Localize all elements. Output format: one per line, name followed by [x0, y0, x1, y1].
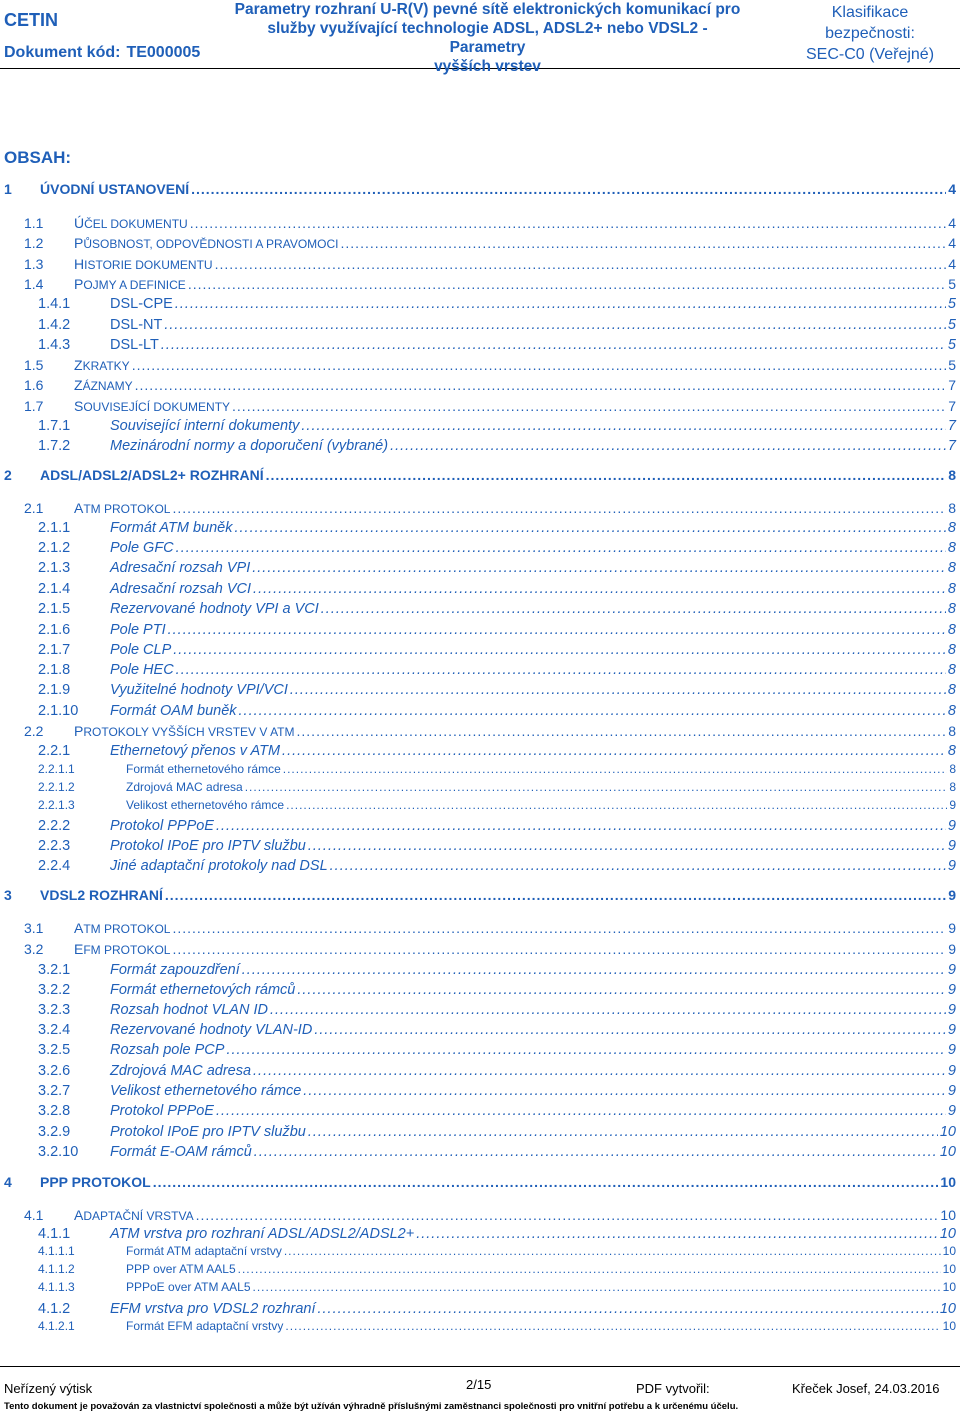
- toc-entry-4[interactable]: [4, 1174, 956, 1190]
- toc-entry-title: Adresační rozsah VPI: [110, 560, 251, 576]
- toc-leader-dots: [318, 1301, 938, 1317]
- toc-entry-title: Pole GFC: [110, 540, 174, 556]
- toc-entry-title: Rozsah hodnot VLAN ID: [110, 1002, 268, 1018]
- toc-entry-title: PPP over ATM AAL5: [126, 1262, 236, 1276]
- toc-entry-title: Velikost ethernetového rámce: [126, 798, 285, 812]
- toc-entry-title: Formát OAM buněk: [110, 703, 237, 719]
- toc-entry-number: 1.4: [24, 276, 44, 292]
- toc-leader-dots: [172, 920, 946, 936]
- toc-entry-1-4-3[interactable]: [38, 337, 956, 353]
- toc-entry-number: 1.6: [24, 377, 44, 393]
- toc-entry-3-2-7[interactable]: [38, 1083, 956, 1099]
- classification-line: SEC-C0 (Veřejné): [805, 46, 935, 63]
- toc-leader-dots: [175, 296, 946, 312]
- toc-leader-dots: [321, 601, 946, 617]
- toc-entry-page: 4: [948, 181, 956, 197]
- toc-entry-3-2-10[interactable]: [38, 1144, 956, 1160]
- toc-entry-page: 8: [949, 762, 956, 776]
- toc-entry-title: Formát ethernetových rámců: [110, 982, 296, 998]
- toc-leader-dots: [190, 215, 947, 231]
- toc-entry-page: 9: [948, 887, 956, 903]
- document-code-label: Dokument kód:: [4, 44, 121, 61]
- toc-entry-number: 3.2.2: [38, 982, 71, 998]
- toc-entry-number: 3.1: [24, 920, 44, 936]
- toc-entry-page: 10: [940, 1207, 956, 1223]
- toc-entry-title: Pole PTI: [110, 622, 166, 638]
- toc-entry-page: 10: [939, 1301, 956, 1317]
- toc-entry-title: Formát zapouzdření: [110, 962, 240, 978]
- toc-entry-title: Formát E-OAM rámců: [110, 1144, 252, 1160]
- toc-entry-number: 2.2.2: [38, 818, 71, 834]
- toc-entry-2-1[interactable]: [24, 500, 956, 516]
- toc-entry-page: 5: [948, 357, 956, 373]
- toc-entry-page: 8: [949, 780, 956, 794]
- toc-entry-page: 9: [947, 1022, 956, 1038]
- toc-entry-number: 3.2: [24, 941, 44, 957]
- toc-entry-title: Využitelné hodnoty VPI/VCI: [110, 682, 288, 698]
- toc-entry-page: 9: [948, 941, 956, 957]
- toc-leader-dots: [286, 798, 947, 812]
- toc-entry-1-7-2[interactable]: [38, 438, 956, 454]
- toc-leader-dots: [168, 622, 946, 638]
- toc-entry-4-1-2-1[interactable]: [38, 1319, 956, 1333]
- toc-entry-page: 10: [942, 1244, 956, 1258]
- toc-entry-number: 2.1.5: [38, 601, 71, 617]
- toc-entry-title: ÚVODNÍ USTANOVENÍ: [40, 181, 190, 197]
- toc-leader-dots: [301, 418, 946, 434]
- toc-entry-4-1-1-1[interactable]: [38, 1244, 956, 1258]
- toc-entry-number: 1.7.1: [38, 418, 71, 434]
- toc-entry-3-2-1[interactable]: [38, 962, 956, 978]
- toc-entry-number: 1.4.2: [38, 317, 71, 333]
- toc-entry-title: PROTOKOLY VYŠŠÍCH VRSTEV V ATM: [74, 723, 295, 739]
- author-and-date: Křeček Josef, 24.03.2016: [792, 1381, 940, 1396]
- toc-entry-1-3[interactable]: [24, 256, 956, 272]
- toc-entry-number: 4.1.1.3: [38, 1280, 75, 1294]
- toc-entry-title: Pole CLP: [110, 642, 172, 658]
- toc-entry-number: 1.7: [24, 398, 44, 414]
- toc-entry-number: 4.1.1: [38, 1226, 71, 1242]
- toc-entry-page: 9: [947, 818, 956, 834]
- toc-entry-page: 10: [939, 1226, 956, 1242]
- toc-entry-number: 3: [4, 887, 12, 903]
- toc-leader-dots: [239, 703, 946, 719]
- toc-leader-dots: [176, 540, 946, 556]
- toc-entry-number: 3.2.7: [38, 1083, 71, 1099]
- document-title: [230, 0, 745, 76]
- toc-entry-number: 2.2.1.3: [38, 798, 75, 812]
- toc-entry-page: 5: [947, 296, 956, 312]
- toc-entry-number: 4.1: [24, 1207, 44, 1223]
- toc-entry-2-2-1-3[interactable]: [38, 798, 956, 812]
- page-footer: [0, 1366, 960, 1415]
- toc-entry-page: 8: [947, 622, 956, 638]
- toc-leader-dots: [284, 1244, 941, 1258]
- toc-entry-4-1-2[interactable]: [38, 1301, 956, 1317]
- toc-entry-page: 5: [947, 317, 956, 333]
- toc-entry-3-1[interactable]: [24, 920, 956, 936]
- toc-entry-page: 9: [947, 962, 956, 978]
- toc-entry-title: Rezervované hodnoty VLAN-ID: [110, 1022, 313, 1038]
- toc-entry-page: 10: [942, 1280, 956, 1294]
- toc-entry-2-1-6[interactable]: [38, 622, 956, 638]
- toc-entry-1-5[interactable]: [24, 357, 956, 373]
- toc-entry-page: 8: [947, 520, 956, 536]
- toc-entry-number: 2.2.1: [38, 743, 71, 759]
- toc-entry-title: ADAPTAČNÍ VRSTVA: [74, 1207, 194, 1223]
- toc-entry-page: 9: [947, 858, 956, 874]
- toc-leader-dots: [416, 1226, 938, 1242]
- toc-leader-dots: [390, 438, 946, 454]
- toc-leader-dots: [188, 276, 946, 292]
- toc-entry-number: 3.2.6: [38, 1063, 71, 1079]
- toc-entry-page: 8: [947, 601, 956, 617]
- toc-entry-number: 3.2.9: [38, 1124, 71, 1140]
- page-header: [0, 0, 960, 75]
- toc-entry-title: PPPoE over ATM AAL5: [126, 1280, 251, 1294]
- toc-entry-2-2[interactable]: [24, 723, 956, 739]
- toc-leader-dots: [245, 780, 948, 794]
- toc-entry-page: 10: [940, 1174, 956, 1190]
- toc-entry-4-1-1-2[interactable]: [38, 1262, 956, 1276]
- ownership-notice: Tento dokument je považován za vlastnictví společnosti a může být užíván výhradně příslušnými zaměstnanci společnosti pro vnitřní potřebu a k určenému účelu.: [4, 1401, 739, 1412]
- toc-entry-3-2-4[interactable]: [38, 1022, 956, 1038]
- toc-entry-2-1-1[interactable]: [38, 520, 956, 536]
- toc-entry-page: 9: [947, 838, 956, 854]
- toc-entry-title: PŮSOBNOST, ODPOVĚDNOSTI A PRAVOMOCI: [74, 235, 339, 251]
- toc-entry-number: 2.1: [24, 500, 44, 516]
- toc-leader-dots: [252, 560, 946, 576]
- toc-entry-2-2-1-2[interactable]: [38, 780, 956, 794]
- toc-leader-dots: [242, 962, 946, 978]
- toc-entry-title: ATM vrstva pro rozhraní ADSL/ADSL2/ADSL2+: [110, 1226, 415, 1242]
- toc-leader-dots: [232, 398, 946, 414]
- toc-entry-number: 2.1.8: [38, 662, 71, 678]
- toc-entry-number: 1.4.3: [38, 337, 71, 353]
- toc-entry-2-2-4[interactable]: [38, 858, 956, 874]
- toc-leader-dots: [330, 858, 946, 874]
- toc-entry-title: Jiné adaptační protokoly nad DSL: [110, 858, 328, 874]
- toc-leader-dots: [226, 1042, 945, 1058]
- toc-leader-dots: [341, 235, 947, 251]
- toc-entry-number: 2.1.2: [38, 540, 71, 556]
- toc-entry-number: 1.5: [24, 357, 44, 373]
- toc-entry-3-2[interactable]: [24, 941, 956, 957]
- toc-entry-number: 2.2.4: [38, 858, 71, 874]
- print-status: Neřízený výtisk: [4, 1381, 93, 1396]
- toc-entry-number: 2.1.10: [38, 703, 79, 719]
- toc-entry-3-2-5[interactable]: [38, 1042, 956, 1058]
- toc-entry-title: ZKRATKY: [74, 357, 130, 373]
- classification-line: Klasifikace: [831, 4, 909, 21]
- toc-heading: OBSAH:: [4, 148, 72, 167]
- toc-entry-title: ATM PROTOKOL: [74, 920, 171, 936]
- toc-entry-3-2-8[interactable]: [38, 1103, 956, 1119]
- toc-entry-title: Protokol IPoE pro IPTV službu: [110, 1124, 306, 1140]
- toc-leader-dots: [176, 662, 946, 678]
- toc-leader-dots: [173, 642, 946, 658]
- toc-entry-number: 2.1.7: [38, 642, 71, 658]
- toc-entry-2-2-3[interactable]: [38, 838, 956, 854]
- toc-entry-title: Zdrojová MAC adresa: [110, 1063, 252, 1079]
- toc-entry-2-1-3[interactable]: [38, 560, 956, 576]
- toc-entry-1-7-1[interactable]: [38, 418, 956, 434]
- toc-entry-page: 8: [948, 500, 956, 516]
- toc-entry-2-1-5[interactable]: [38, 601, 956, 617]
- toc-leader-dots: [253, 1280, 941, 1294]
- toc-entry-1-6[interactable]: [24, 377, 956, 393]
- toc-entry-title: Zdrojová MAC adresa: [126, 780, 243, 794]
- toc-entry-title: Formát ethernetového rámce: [126, 762, 281, 776]
- toc-entry-number: 4.1.2: [38, 1301, 71, 1317]
- toc-entry-page: 10: [939, 1124, 956, 1140]
- toc-entry-title: Mezinárodní normy a doporučení (vybrané): [110, 438, 389, 454]
- security-classification: [780, 2, 960, 65]
- toc-leader-dots: [285, 1319, 940, 1333]
- toc-entry-page: 5: [947, 337, 956, 353]
- toc-entry-page: 7: [948, 377, 956, 393]
- toc-entry-title: Související interní dokumenty: [110, 418, 300, 434]
- toc-entry-page: 9: [947, 1063, 956, 1079]
- toc-entry-1[interactable]: [4, 181, 956, 197]
- toc-leader-dots: [266, 467, 947, 483]
- toc-entry-2-1-8[interactable]: [38, 662, 956, 678]
- toc-entry-title: Formát ATM buněk: [110, 520, 233, 536]
- toc-entry-number: 2.1.4: [38, 581, 71, 597]
- toc-entry-3-2-9[interactable]: [38, 1124, 956, 1140]
- toc-leader-dots: [283, 762, 948, 776]
- toc-entry-2-1-2[interactable]: [38, 540, 956, 556]
- toc-leader-dots: [216, 818, 946, 834]
- toc-entry-1-4[interactable]: [24, 276, 956, 292]
- toc-leader-dots: [216, 1103, 946, 1119]
- toc-entry-title: Ethernetový přenos v ATM: [110, 743, 281, 759]
- toc-entry-page: 7: [947, 438, 956, 454]
- toc-entry-2-2-2[interactable]: [38, 818, 956, 834]
- toc-entry-title: Adresační rozsah VCI: [110, 581, 252, 597]
- toc-entry-page: 9: [947, 1083, 956, 1099]
- toc-entry-title: POJMY A DEFINICE: [74, 276, 186, 292]
- toc-entry-4-1[interactable]: [24, 1207, 956, 1223]
- toc-entry-number: 2.2: [24, 723, 44, 739]
- toc-entry-number: 4.1.1.1: [38, 1244, 75, 1258]
- toc-leader-dots: [253, 1063, 946, 1079]
- toc-entry-page: 5: [948, 276, 956, 292]
- toc-entry-title: HISTORIE DOKUMENTU: [74, 256, 213, 272]
- toc-entry-page: 10: [942, 1262, 956, 1276]
- toc-entry-page: 9: [948, 920, 956, 936]
- toc-entry-title: Protokol IPoE pro IPTV službu: [110, 838, 306, 854]
- toc-entry-2-1-9[interactable]: [38, 682, 956, 698]
- document-title-line: Parametry rozhraní U-R(V) pevné sítě elektronických komunikací pro: [234, 1, 741, 18]
- toc-entry-title: ZÁZNAMY: [74, 377, 133, 393]
- toc-leader-dots: [215, 256, 947, 272]
- toc-entry-title: DSL-NT: [110, 317, 163, 333]
- toc-entry-page: 4: [948, 256, 956, 272]
- toc-entry-page: 9: [947, 1042, 956, 1058]
- toc-entry-title: DSL-CPE: [110, 296, 173, 312]
- toc-entry-title: Formát EFM adaptační vrstvy: [126, 1319, 284, 1333]
- toc-leader-dots: [253, 581, 946, 597]
- toc-entry-2-2-1[interactable]: [38, 743, 956, 759]
- toc-entry-1-7[interactable]: [24, 398, 956, 414]
- toc-leader-dots: [314, 1022, 946, 1038]
- toc-leader-dots: [303, 1083, 946, 1099]
- toc-entry-page: 9: [947, 1103, 956, 1119]
- toc-entry-title: EFM PROTOKOL: [74, 941, 171, 957]
- toc-entry-number: 4.1.1.2: [38, 1262, 75, 1276]
- toc-entry-number: 3.2.4: [38, 1022, 71, 1038]
- toc-leader-dots: [290, 682, 946, 698]
- toc-entry-2[interactable]: [4, 467, 956, 483]
- toc-entry-page: 4: [948, 215, 956, 231]
- toc-entry-number: 2.1.6: [38, 622, 71, 638]
- toc-entry-page: 8: [947, 662, 956, 678]
- toc-leader-dots: [164, 317, 946, 333]
- toc-entry-page: 8: [948, 467, 956, 483]
- toc-leader-dots: [165, 887, 946, 903]
- toc-entry-title: Rezervované hodnoty VPI a VCI: [110, 601, 319, 617]
- toc-leader-dots: [234, 520, 945, 536]
- toc-entry-number: 1.3: [24, 256, 44, 272]
- company-brand: CETIN: [4, 10, 58, 30]
- toc-leader-dots: [132, 357, 947, 373]
- toc-entry-title: ÚČEL DOKUMENTU: [74, 215, 188, 231]
- toc-entry-title: VDSL2 ROZHRANÍ: [40, 887, 163, 903]
- toc-leader-dots: [270, 1002, 946, 1018]
- toc-entry-1-4-1[interactable]: [38, 296, 956, 312]
- toc-entry-number: 1.7.2: [38, 438, 71, 454]
- toc-entry-number: 3.2.5: [38, 1042, 71, 1058]
- toc-entry-page: 9: [947, 982, 956, 998]
- toc-leader-dots: [282, 743, 946, 759]
- classification-line: bezpečnosti:: [825, 25, 915, 42]
- toc-entry-page: 7: [947, 418, 956, 434]
- toc-entry-title: EFM vrstva pro VDSL2 rozhraní: [110, 1301, 316, 1317]
- toc-entry-title: ATM PROTOKOL: [74, 500, 171, 516]
- toc-entry-number: 3.2.8: [38, 1103, 71, 1119]
- toc-entry-number: 2.2.1.2: [38, 780, 75, 794]
- toc-entry-page: 8: [947, 560, 956, 576]
- toc-entry-1-4-2[interactable]: [38, 317, 956, 333]
- toc-entry-page: 8: [948, 723, 956, 739]
- toc-entry-page: 10: [942, 1319, 956, 1333]
- toc-entry-page: 7: [948, 398, 956, 414]
- toc-entry-title: ADSL/ADSL2/ADSL2+ ROZHRANÍ: [40, 467, 264, 483]
- toc-leader-dots: [196, 1207, 939, 1223]
- document-title-line: služby využívající technologie ADSL, ADSL2+ nebo VDSL2 - Parametry: [267, 20, 708, 56]
- toc-entry-number: 4.1.2.1: [38, 1319, 75, 1333]
- toc-entry-title: SOUVISEJÍCÍ DOKUMENTY: [74, 398, 231, 414]
- toc-entry-3-2-6[interactable]: [38, 1063, 956, 1079]
- toc-entry-number: 2.1.3: [38, 560, 71, 576]
- toc-entry-title: Protokol PPPoE: [110, 1103, 214, 1119]
- toc-entry-title: DSL-LT: [110, 337, 159, 353]
- toc-entry-page: 8: [947, 703, 956, 719]
- toc-entry-page: 8: [947, 682, 956, 698]
- toc-leader-dots: [308, 1124, 938, 1140]
- toc-entry-page: 8: [947, 642, 956, 658]
- toc-entry-page: 8: [947, 540, 956, 556]
- toc-entry-number: 1.4.1: [38, 296, 71, 312]
- toc-entry-page: 8: [947, 743, 956, 759]
- toc-entry-number: 2.2.1.1: [38, 762, 75, 776]
- document-title-line: vyšších vrstev: [434, 58, 541, 75]
- toc-leader-dots: [297, 982, 946, 998]
- created-by-label: PDF vytvořil:: [636, 1381, 710, 1396]
- toc-leader-dots: [191, 181, 946, 197]
- toc-entry-number: 2.1.1: [38, 520, 71, 536]
- toc-entry-number: 2: [4, 467, 12, 483]
- toc-entry-title: Pole HEC: [110, 662, 174, 678]
- toc-entry-title: Formát ATM adaptační vrstvy: [126, 1244, 282, 1258]
- toc-entry-page: 10: [939, 1144, 956, 1160]
- toc-leader-dots: [161, 337, 946, 353]
- toc-entry-2-2-1-1[interactable]: [38, 762, 956, 776]
- page-number: 2/15: [466, 1377, 492, 1392]
- toc-entry-title: PPP PROTOKOL: [40, 1174, 151, 1190]
- toc-leader-dots: [238, 1262, 941, 1276]
- toc-entry-1-1[interactable]: [24, 215, 956, 231]
- toc-entry-4-1-1[interactable]: [38, 1226, 956, 1242]
- toc-entry-number: 4: [4, 1174, 12, 1190]
- toc-leader-dots: [172, 941, 946, 957]
- toc-entry-2-1-7[interactable]: [38, 642, 956, 658]
- toc-entry-number: 2.1.9: [38, 682, 71, 698]
- toc-leader-dots: [308, 838, 946, 854]
- toc-leader-dots: [297, 723, 947, 739]
- toc-leader-dots: [153, 1174, 939, 1190]
- toc-entry-title: Velikost ethernetového rámce: [110, 1083, 302, 1099]
- toc-entry-3-2-2[interactable]: [38, 982, 956, 998]
- toc-leader-dots: [172, 500, 946, 516]
- toc-entry-4-1-1-3[interactable]: [38, 1280, 956, 1294]
- toc-entry-number: 2.2.3: [38, 838, 71, 854]
- toc-entry-3[interactable]: [4, 887, 956, 903]
- toc-entry-title: Protokol PPPoE: [110, 818, 214, 834]
- toc-entry-3-2-3[interactable]: [38, 1002, 956, 1018]
- toc-entry-1-2[interactable]: [24, 235, 956, 251]
- toc-entry-2-1-4[interactable]: [38, 581, 956, 597]
- toc-entry-page: 9: [947, 1002, 956, 1018]
- toc-entry-title: Rozsah pole PCP: [110, 1042, 225, 1058]
- toc-entry-page: 9: [949, 798, 956, 812]
- toc-entry-number: 3.2.1: [38, 962, 71, 978]
- toc-entry-page: 4: [948, 235, 956, 251]
- toc-entry-number: 3.2.3: [38, 1002, 71, 1018]
- toc-entry-number: 1: [4, 181, 12, 197]
- toc-entry-page: 8: [947, 581, 956, 597]
- document-code-value: TE000005: [126, 44, 201, 61]
- toc-entry-number: 1.1: [24, 215, 44, 231]
- toc-entry-number: 3.2.10: [38, 1144, 79, 1160]
- toc-leader-dots: [254, 1144, 938, 1160]
- toc-leader-dots: [135, 377, 947, 393]
- document-code: [4, 44, 200, 62]
- toc-entry-number: 1.2: [24, 235, 44, 251]
- toc-entry-2-1-10[interactable]: [38, 703, 956, 719]
